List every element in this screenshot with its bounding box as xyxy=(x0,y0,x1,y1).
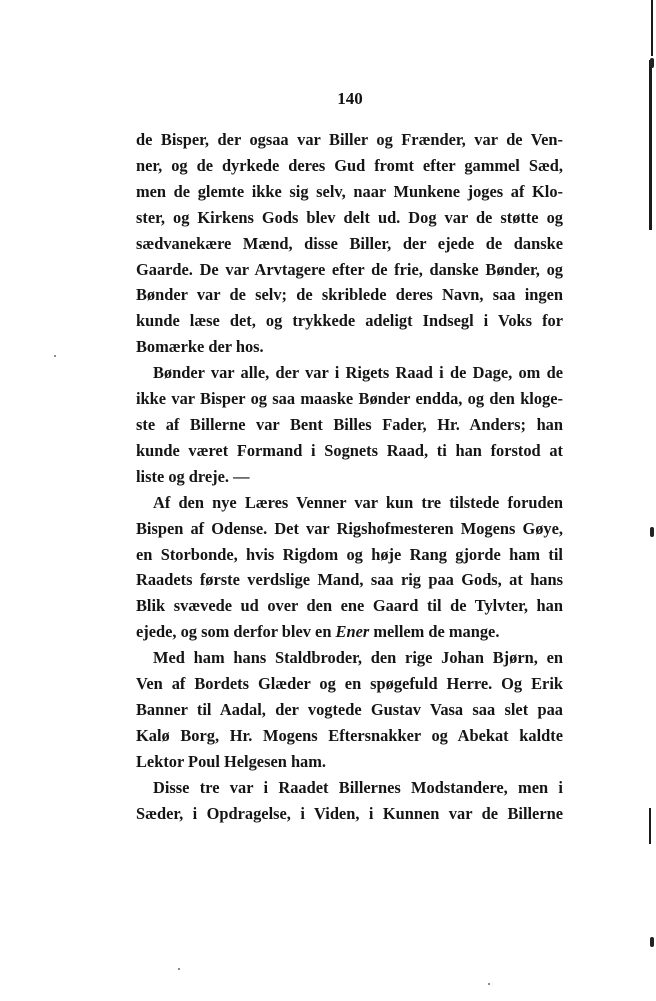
scan-edge-mark xyxy=(650,937,654,947)
text-line: Bønder var alle, der var i Rigets Raad i de Dage, om de xyxy=(153,363,563,383)
paragraph xyxy=(136,360,563,490)
text-line: Banner til Aadal, der vogtede Gustav Vasa saa slet paa xyxy=(136,699,563,719)
paragraph xyxy=(136,127,563,360)
text-line: Bomærke der hos. xyxy=(136,337,264,357)
paragraph xyxy=(136,490,563,645)
scan-edge-mark xyxy=(649,60,652,230)
text-line-part: mellem de mange. xyxy=(369,622,500,642)
text-line: liste og dreje. — xyxy=(136,466,250,486)
text-line: men de glemte ikke sig selv, naar Munkene joges af Klo- xyxy=(136,181,563,201)
text-line: ikke var Bisper og saa maaske Bønder endda, og den kloge- xyxy=(136,389,563,409)
text-line: Bispen af Odense. Det var Rigshofmesteren Mogens Gøye, xyxy=(136,518,563,538)
text-line: Raadets første verdslige Mand, saa rig paa Gods, at hans xyxy=(136,570,563,590)
text-line: Med ham hans Staldbroder, den rige Johan Bjørn, en xyxy=(153,648,563,668)
text-line: Kalø Borg, Hr. Mogens Eftersnakker og Abekat kaldte xyxy=(136,725,563,745)
page-number: 140 xyxy=(337,89,363,108)
text-line: ster, og Kirkens Gods blev delt ud. Dog var de støtte og xyxy=(136,207,563,227)
text-line: ner, og de dyrkede deres Gud fromt efter gammel Sæd, xyxy=(136,155,563,175)
text-line: kunde læse det, og trykkede adeligt Indsegl i Voks for xyxy=(136,311,563,331)
text-line: Ven af Bordets Glæder og en spøgefuld Herre. Og Erik xyxy=(136,674,563,694)
text-line: Lektor Poul Helgesen ham. xyxy=(136,751,327,771)
paragraph xyxy=(136,645,563,775)
text-line: Gaarde. De var Arvtagere efter de frie, danske Bønder, og xyxy=(136,259,563,279)
scan-edge-mark xyxy=(650,58,654,68)
text-line: Disse tre var i Raadet Billernes Modstandere, men i xyxy=(153,777,563,797)
scan-edge-mark xyxy=(650,527,654,537)
text-line: de Bisper, der ogsaa var Biller og Frænder, var de Ven- xyxy=(136,130,563,149)
text-line: en Storbonde, hvis Rigdom og høje Rang gjorde ham til xyxy=(136,544,563,564)
scan-speck xyxy=(488,983,490,985)
text-line-part: ejede, og som derfor blev en xyxy=(136,622,336,642)
body-text xyxy=(136,127,563,826)
text-line: ste af Billerne var Bent Billes Fader, Hr. Anders; han xyxy=(136,414,563,434)
scan-speck xyxy=(178,968,180,970)
text-line: sædvanekære Mænd, disse Biller, der ejede de danske xyxy=(136,233,563,253)
italic-word: Ener xyxy=(335,622,370,642)
scan-edge-mark xyxy=(649,808,651,844)
text-line: kunde været Formand i Sognets Raad, ti han forstod at xyxy=(136,440,563,460)
text-line: Bønder var de selv; de skriblede deres Navn, saa ingen xyxy=(136,285,563,305)
paragraph xyxy=(136,775,563,827)
text-line: Af den nye Læres Venner var kun tre tilstede foruden xyxy=(153,492,563,512)
scan-edge-mark xyxy=(651,0,653,56)
text-line xyxy=(136,619,563,645)
text-line: Blik svævede ud over den ene Gaard til de Tylvter, han xyxy=(136,596,563,616)
text-line: Sæder, i Opdragelse, i Viden, i Kunnen var de Billerne xyxy=(136,803,563,823)
scan-speck xyxy=(54,355,56,357)
